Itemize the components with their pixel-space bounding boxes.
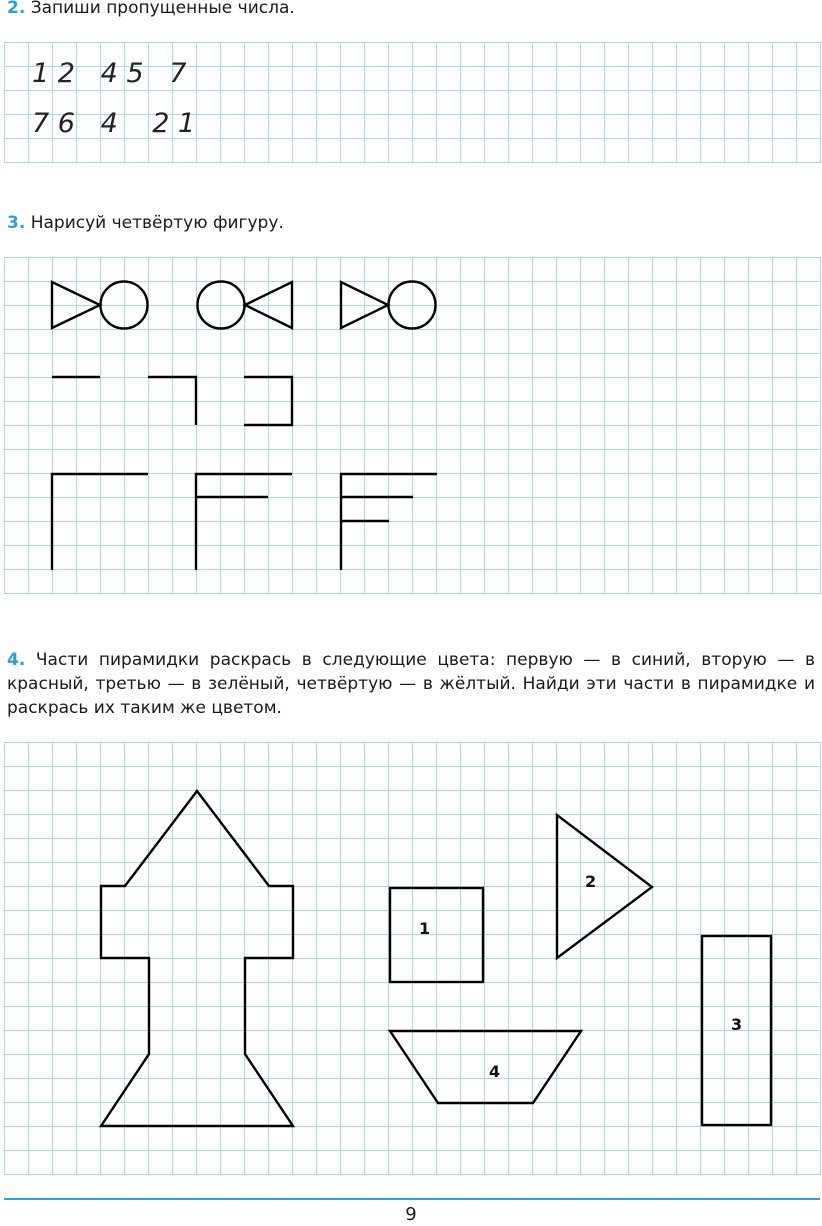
triangle-shape: [52, 282, 100, 328]
pyramid-outline[interactable]: [101, 791, 293, 1126]
footer-rule: [4, 1198, 820, 1200]
piece-label-2: 2: [585, 872, 597, 891]
circle-shape: [101, 282, 148, 329]
line-figure-3: [244, 377, 292, 425]
task-number: 2.: [7, 0, 26, 18]
triangle-shape: [245, 282, 292, 328]
task-text: Нарисуй четвёртую фигуру.: [30, 213, 284, 233]
bow-figure-1: [52, 282, 148, 329]
rake-figure-3: [341, 474, 437, 570]
piece-2-triangle[interactable]: [557, 815, 652, 958]
piece-1-square[interactable]: [390, 888, 483, 982]
task-text: Части пирамидки раскрась в следующие цвета: первую — в синий, вторую — в красный, третью — в зелёный, четвёртую — в жёлтый. Найди эти части в пирамидке и раскрась их таким же цветом.: [7, 650, 815, 718]
circle-shape: [198, 282, 245, 329]
triangle-shape: [341, 282, 388, 328]
piece-label-4: 4: [489, 1062, 501, 1081]
piece-label-3: 3: [731, 1015, 743, 1034]
bow-figure-3: [341, 282, 436, 329]
task-number: 4.: [7, 650, 26, 670]
number-row-2: 7 6 4 2 1: [32, 108, 196, 139]
circle-shape: [389, 282, 436, 329]
bow-figure-2: [198, 282, 293, 329]
task-number: 3.: [7, 213, 26, 233]
line-figure-2: [148, 377, 196, 425]
number-row-1: 1 2 4 5 7: [32, 58, 187, 89]
piece-4-trapezoid[interactable]: [390, 1031, 581, 1103]
rake-figure-2: [196, 474, 292, 570]
task-text: Запиши пропущенные числа.: [30, 0, 295, 18]
rake-figure-1: [52, 474, 148, 570]
page-number: 9: [405, 1204, 417, 1225]
piece-label-1: 1: [419, 919, 431, 938]
